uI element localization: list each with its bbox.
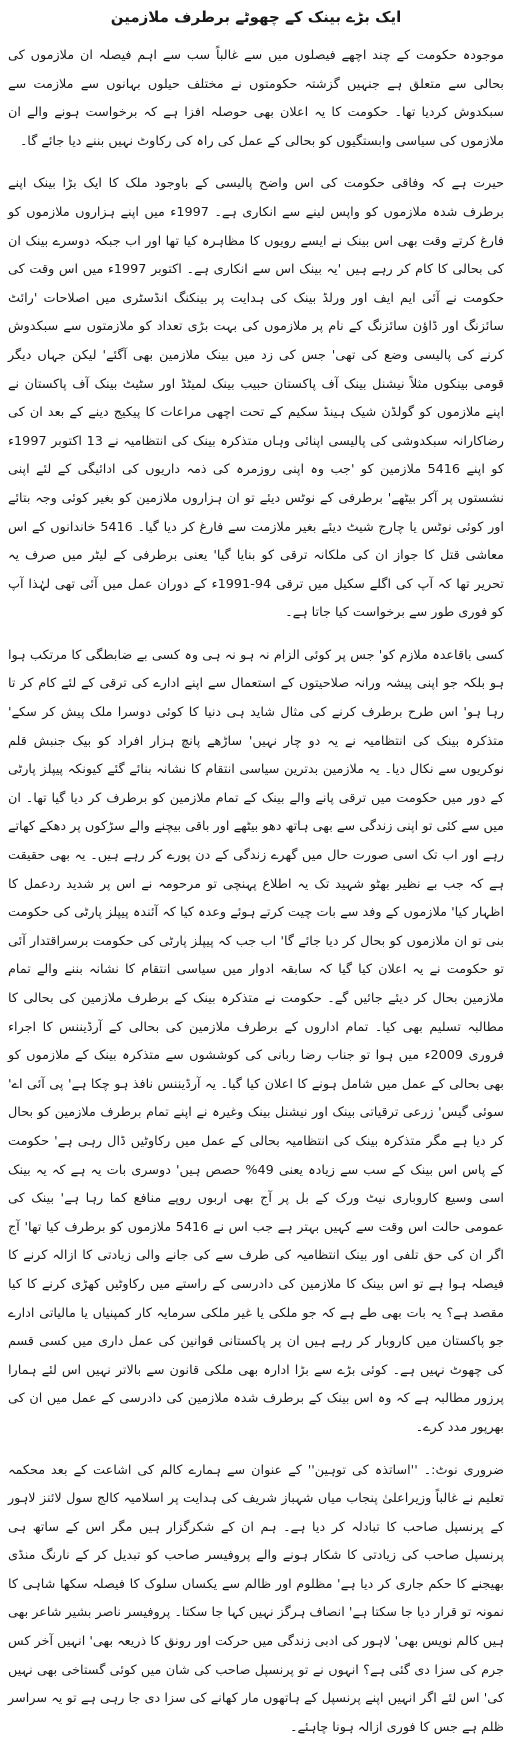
article-paragraph-2: حیرت ہے کہ وفاقی حکومت کی اس واضح پالیسی کے باوجود ملک کا ایک بڑا بینک اپنے برطرف شدہ ملازموں کو واپس لینے سے انکاری ہے۔ 1997ء میں اپنے ہزاروں ملازموں کو فارغ کرتے وقت بھی اس بینک نے ایسے رویوں کا مظاہرہ کیا تھا اور اب جبکہ دوسرے بینک ان کی بحالی کا کام کر رہے ہیں 'یہ بینک اس سے انکاری ہے۔ اکتوبر 1997ء میں اس وقت کی حکومت نے آئی ایم ایف اور ورلڈ بینک کی ہدایت پر بینکنگ انڈسٹری میں اصلاحات 'رائٹ سائزنگ اور ڈاؤن سائزنگ کے نام پر ملازموں کی بہت بڑی تعداد کو ملازمتوں سے سبکدوش کرنے کی پالیسی وضع کی تھی' جس کی زد میں بینک ملازمین بھی آگئے' لیکن جہاں دیگر قومی بینکوں مثلاً نیشنل بینک آف پاکستان حبیب بینک لمیٹڈ اور سٹیٹ بینک آف پاکستان نے اپنے ملازموں کو گولڈن شیک ہینڈ سکیم کے تحت اچھی مراعات کا پیکیج دینے کے بعد ان کی رضاکارانہ سبکدوشی کی پالیسی اپنائی وہاں متذکرہ بینک کی انتظامیہ نے 13 اکتوبر 1997ء کو اپنے 5416 ملازمین کو 'جب وہ اپنی روزمرہ کی ذمہ داریوں کی ادائیگی کے لئے اپنی نشستوں پر آکر بیٹھے' برطرفی کے نوٹس دیئے تو ان ہزاروں ملازمین کو بغیر کوئی وجہ بتائے اور کوئی نوٹس یا چارج شیٹ دیئے بغیر ملازمت سے فارغ کر دیا گیا۔ 5416 خاندانوں کے اس معاشی قتل کا جواز ان کی ملکانہ ترقی کو بنایا گیا' یعنی برطرفی کے لیٹر میں صرف یہ تحریر تھا کہ آپ کی اگلے سکیل میں ترقی 94-1991ء کے دوران عمل میں آئی تھی لہٰذا آپ کو فوری طور سے برخواست کیا جاتا ہے۔: [8, 170, 504, 628]
article-paragraph-4: ضروری نوٹ:۔ ''اساتذہ کی توہین'' کے عنوان سے ہمارے کالم کی اشاعت کے بعد محکمہ تعلیم نے غالباً وزیراعلیٰ پنجاب میاں شہباز شریف کی ہدایت پر اسلامیہ کالج سول لائنز لاہور کے پرنسپل صاحب کا تبادلہ کر دیا ہے۔ ہم ان کے شکرگزار ہیں مگر اس کے ساتھ ہی پرنسپل صاحب کی زیادتی کا شکار ہونے والے پروفیسر صاحب کو تبدیل کر کے نارنگ منڈی بھیجنے کا حکم جاری کر دیا ہے' مظلوم اور ظالم سے یکساں سلوک کا فیصلہ سکھا شاہی کا نمونہ تو قرار دیا جا سکتا ہے' انصاف ہرگز نہیں کہا جا سکتا۔ پروفیسر ناصر بشیر شاعر بھی ہیں کالم نویس بھی' لاہور کی ادبی زندگی میں حرکت اور رونق کا ذریعہ بھی' انہیں آخر کس جرم کی سزا دی گئی ہے؟ انہوں نے تو پرنسپل صاحب کی شان میں کوئی گستاخی بھی نہیں کی' اس لئے اگر انہیں اپنے پرنسپل کے ہاتھوں مار کھانے کی سزا دی جا رہی ہے تو یہ سراسر ظلم ہے جس کا فوری ازالہ ہونا چاہئے۔: [8, 1457, 504, 1742]
article-headline: ایک بڑے بینک کے چھوٹے برطرف ملازمین: [8, 6, 504, 28]
article-paragraph-1: موجودہ حکومت کے چند اچھے فیصلوں میں سے غالباً سب سے اہم فیصلہ ان ملازموں کی بحالی سے متعلق ہے جنہیں گزشتہ حکومتوں نے مختلف حیلوں بہانوں سے ملازمت سے سبکدوش کردیا تھا۔ حکومت کا یہ اعلان بھی حوصلہ افزا ہے کہ برخواست ہونے والے ان ملازموں کی سیاسی وابستگیوں کو بحالی کے عمل کی راہ کی رکاوٹ نہیں بننے دیا جائے گا۔: [8, 42, 504, 156]
article-paragraph-3: کسی باقاعدہ ملازم کو' جس پر کوئی الزام نہ ہو نہ ہی وہ کسی بے ضابطگی کا مرتکب ہوا ہو بلکہ جو اپنی پیشہ ورانہ صلاحیتوں کے استعمال سے اپنے ادارے کی ترقی کے لئے کام کر تا رہا ہو' اس طرح برطرف کرنے کی مثال شاید ہی دنیا کا کوئی دوسرا ملک پیش کر سکے' متذکرہ بینک کی انتظامیہ نے یہ دو چار نہیں' ساڑھے پانچ ہزار افراد کو بیک جنبش قلم نوکریوں سے نکال دیا۔ یہ ملازمین بدترین سیاسی انتقام کا نشانہ بنائے گئے کیونکہ پیپلز پارٹی کے دور میں حکومت میں ترقی پانے والے بینک کے تمام ملازمین کو برطرف کر دیا گیا تھا۔ ان میں سے کئی تو اپنی زندگی سے بھی ہاتھ دھو بیٹھے اور باقی بیچنے والے سڑکوں پر دھکے کھاتے رہے اور اب تک اسی صورت حال میں گھرے زندگی کے دن پورے کر رہے ہیں۔ یہ بھی حقیقت ہے کہ جب بے نظیر بھٹو شہید تک یہ اطلاع پہنچی تو مرحومہ نے اس پر شدید ردعمل کا اظہار کیا' ملازموں کے وفد سے بات چیت کرتے ہوئے وعدہ کیا کہ آئندہ پیپلز پارٹی کی حکومت بنی تو ان ملازموں کو بحال کر دیا جائے گا' اب جب کہ پیپلز پارٹی کی حکومت برسراقتدار آئی تو حکومت نے یہ اعلان کیا گیا کہ سابقہ ادوار میں سیاسی انتقام کا نشانہ بننے والے تمام ملازمین بحال کر دیئے جائیں گے۔ حکومت نے متذکرہ بینک کے برطرف ملازمین کی بحالی کا مطالبہ تسلیم بھی کیا۔ تمام اداروں کے برطرف ملازمین کی بحالی کے آرڈیننس کا اجراء فروری 2009ء میں ہوا تو جناب رضا ربانی کی کوششوں سے متذکرہ بینک کے ملازموں کو بھی بحالی کے عمل میں شامل ہونے کا اعلان کیا گیا۔ یہ آرڈیننس نافذ ہو چکا ہے' پی آئی اے' سوئی گیس' زرعی ترقیاتی بینک اور نیشنل بینک وغیرہ نے اپنے تمام برطرف ملازمین کو بحال کر دیا ہے مگر متذکرہ بینک کی انتظامیہ بحالی کے عمل میں رکاوٹیں ڈال رہی ہے' حکومت کے پاس اس بینک کے سب سے زیادہ یعنی 49% حصص ہیں' دوسری بات یہ ہے کہ یہ بینک اسی وسیع کاروباری نیٹ ورک کے بل پر آج بھی اربوں روپے منافع کما رہا ہے' بینک کی عمومی حالت اس وقت سے کہیں بہتر ہے جب اس نے 5416 ملازموں کو برطرف کیا تھا' آج اگر ان کی حق تلفی اور بینک انتظامیہ کی طرف سے کی جانے والی زیادتی کا ازالہ کرنے کا فیصلہ ہوا ہے تو اس بینک کا ملازمین کی دادرسی کے راستے میں رکاوٹیں کھڑی کرنے کا کیا مقصد ہے؟ یہ بات بھی طے ہے کہ جو ملکی یا غیر ملکی سرمایہ کار کمپنیاں یا مالیاتی ادارے جو پاکستان میں کاروبار کر رہے ہیں ان پر پاکستانی قوانین کی عمل داری میں کسی قسم کی چھوٹ نہیں ہے۔ کوئی بڑے سے بڑا ادارہ بھی ملکی قانون سے بالاتر نہیں اس لئے ہمارا پرزور مطالبہ ہے کہ وہ اس بینک کے برطرف شدہ ملازمین کی دادرسی کے عمل میں ان کی بھرپور مدد کرے۔: [8, 642, 504, 1443]
